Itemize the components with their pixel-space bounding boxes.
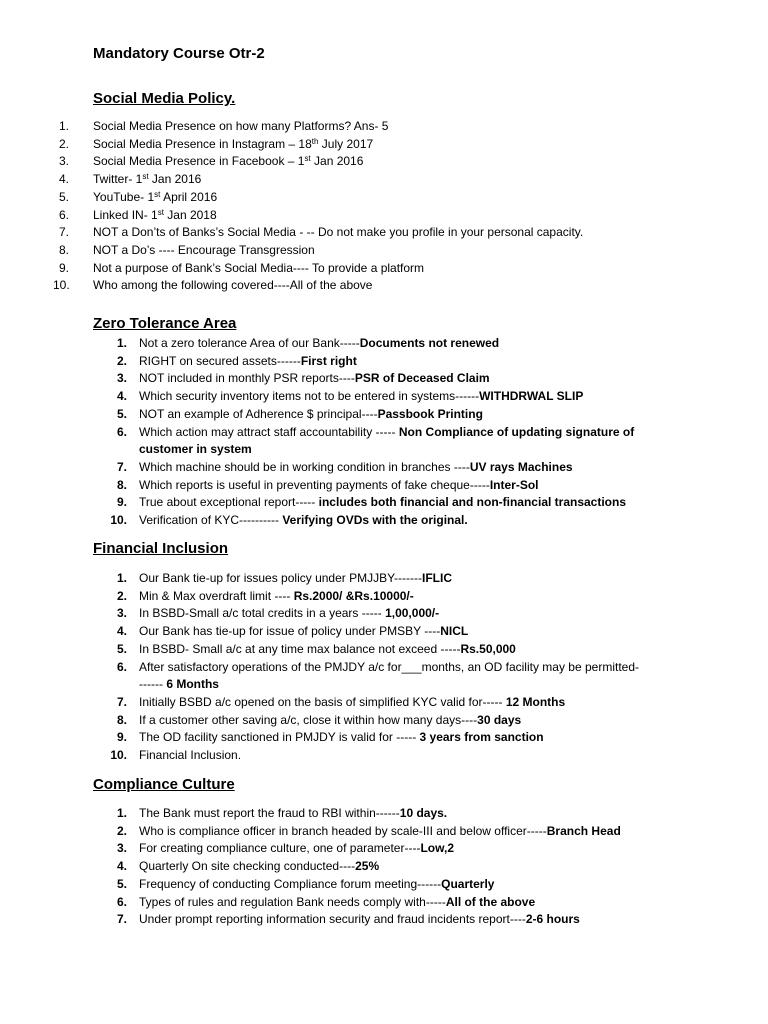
item-question: The Bank must report the fraud to RBI within------ bbox=[139, 806, 400, 820]
item-answer: 10 days. bbox=[399, 806, 448, 820]
item-question: After satisfactory operations of the PMJDY a/c for___months, an OD facility may be permitted- bbox=[139, 659, 639, 674]
item-number: 3. bbox=[116, 371, 127, 386]
item-text: Social Media Presence in Instagram – 18 bbox=[93, 136, 312, 151]
item-number: 7. bbox=[58, 225, 69, 240]
section-title-social-media: Social Media Policy. bbox=[93, 90, 236, 107]
item-text: Social Media Presence on how many Platforms? Ans- 5 bbox=[93, 119, 389, 133]
item-answer: Verifying OVDs with the original. bbox=[282, 513, 468, 528]
item-answer: Non Compliance of updating signature of bbox=[398, 424, 635, 439]
item-number: 4. bbox=[116, 859, 127, 874]
item-number: 10. bbox=[110, 748, 127, 763]
document-title: Mandatory Course Otr-2 bbox=[93, 45, 265, 62]
item-answer: First right bbox=[300, 353, 357, 368]
item-question: Not a zero tolerance Area of our Bank----- bbox=[139, 336, 360, 350]
item-answer: WITHDRWAL SLIP bbox=[479, 389, 584, 404]
item-number: 9. bbox=[116, 495, 127, 510]
list-item bbox=[116, 406, 739, 424]
item-question: NOT an example of Adherence $ principal---- bbox=[139, 406, 378, 421]
item-question: In BSBD- Small a/c at any time max balance not exceed ----- bbox=[139, 641, 461, 656]
list-item bbox=[58, 171, 733, 189]
item-number: 1. bbox=[116, 336, 127, 350]
list-item bbox=[116, 911, 739, 929]
item-superscript: th bbox=[311, 136, 319, 146]
item-answer: 25% bbox=[355, 859, 380, 874]
item-number: 8. bbox=[116, 477, 127, 492]
item-number: 5. bbox=[116, 876, 127, 891]
list-item bbox=[116, 840, 739, 858]
item-question: Our Bank tie-up for issues policy under PMJJBY------- bbox=[139, 571, 422, 585]
item-answer: 3 years from sanction bbox=[419, 730, 544, 745]
item-question: The OD facility sanctioned in PMJDY is valid for ----- bbox=[139, 730, 420, 745]
item-number: 3. bbox=[58, 154, 69, 169]
item-number: 8. bbox=[116, 712, 127, 727]
item-superscript: st bbox=[157, 207, 164, 217]
item-text: Jan 2016 bbox=[148, 172, 202, 187]
item-answer: All of the above bbox=[445, 894, 536, 909]
item-text: Jan 2018 bbox=[163, 207, 217, 222]
item-text: Jan 2016 bbox=[310, 154, 364, 169]
list-item bbox=[116, 858, 739, 876]
item-text: Not a purpose of Bank’s Social Media---- To provide a platform bbox=[93, 260, 425, 275]
list-item bbox=[116, 353, 739, 371]
list-item bbox=[116, 477, 739, 495]
item-number: 9. bbox=[58, 260, 69, 275]
item-question: In BSBD-Small a/c total credits in a years ----- bbox=[139, 606, 386, 621]
item-question: Which security inventory items not to be entered in systems------ bbox=[139, 389, 480, 404]
section-title-compliance-culture: Compliance Culture bbox=[93, 776, 235, 793]
item-number: 3. bbox=[116, 841, 127, 856]
item-answer: Branch Head bbox=[546, 823, 621, 838]
list-item bbox=[116, 894, 739, 912]
item-text: July 2017 bbox=[318, 136, 374, 151]
item-superscript: st bbox=[304, 154, 311, 164]
item-number: 6. bbox=[116, 894, 127, 909]
item-number: 1. bbox=[116, 806, 127, 820]
list-item bbox=[58, 189, 733, 207]
list-item bbox=[116, 694, 739, 712]
list-item bbox=[116, 659, 739, 694]
item-question: Quarterly On site checking conducted---- bbox=[139, 859, 356, 874]
list-item bbox=[58, 242, 733, 260]
list-item bbox=[58, 207, 733, 225]
item-text: Twitter- 1 bbox=[93, 172, 143, 187]
item-answer: 6 Months bbox=[166, 677, 219, 692]
item-number: 2. bbox=[116, 353, 127, 368]
item-question: If a customer other saving a/c, close it within how many days---- bbox=[139, 712, 478, 727]
item-answer: Rs.2000/ &Rs.10000/- bbox=[293, 588, 414, 603]
item-number: 7. bbox=[116, 459, 127, 474]
item-answer: Passbook Printing bbox=[377, 406, 483, 421]
item-answer: 2-6 hours bbox=[525, 912, 580, 927]
list-item bbox=[53, 277, 733, 295]
list-item bbox=[116, 494, 739, 512]
item-answer: includes both financial and non-financial transactions bbox=[318, 495, 627, 510]
item-answer: 1,00,000/- bbox=[385, 606, 440, 621]
item-superscript: st bbox=[142, 172, 149, 182]
item-question: Which action may attract staff accountability ----- bbox=[139, 424, 399, 439]
item-number: 2. bbox=[116, 823, 127, 838]
item-question: Initially BSBD a/c opened on the basis of simplified KYC valid for----- bbox=[139, 694, 506, 709]
item-question: Under prompt reporting information security and fraud incidents report---- bbox=[139, 912, 526, 927]
list-item bbox=[116, 623, 739, 641]
item-question: Verification of KYC---------- bbox=[139, 513, 283, 528]
list-item bbox=[58, 118, 733, 136]
list-item bbox=[116, 605, 739, 623]
item-question: ------ bbox=[139, 677, 167, 692]
item-number: 5. bbox=[116, 406, 127, 421]
compliance-culture-list bbox=[116, 805, 739, 929]
item-answer: Rs.50,000 bbox=[460, 641, 516, 656]
item-number: 1. bbox=[58, 119, 69, 133]
item-text: Linked IN- 1 bbox=[93, 207, 158, 222]
item-number: 4. bbox=[116, 389, 127, 404]
item-text: April 2016 bbox=[160, 189, 218, 204]
item-answer: Inter-Sol bbox=[489, 477, 539, 492]
list-item bbox=[116, 876, 739, 894]
item-number: 7. bbox=[116, 694, 127, 709]
list-item bbox=[116, 641, 739, 659]
list-item bbox=[116, 459, 739, 477]
item-number: 2. bbox=[58, 136, 69, 151]
item-number: 6. bbox=[116, 659, 127, 674]
item-number: 3. bbox=[116, 606, 127, 621]
item-number: 1. bbox=[116, 571, 127, 585]
list-item bbox=[116, 424, 739, 459]
item-answer: Quarterly bbox=[441, 876, 495, 891]
item-question: NOT included in monthly PSR reports---- bbox=[139, 371, 355, 386]
list-item bbox=[116, 335, 739, 353]
item-question: Which reports is useful in preventing payments of fake cheque----- bbox=[139, 477, 490, 492]
item-question: Who is compliance officer in branch headed by scale-III and below officer----- bbox=[139, 823, 547, 838]
item-superscript: st bbox=[154, 189, 161, 199]
item-number: 10. bbox=[53, 278, 70, 293]
item-number: 6. bbox=[116, 424, 127, 439]
item-question: True about exceptional report----- bbox=[139, 495, 319, 510]
item-number: 8. bbox=[58, 242, 69, 257]
item-number: 7. bbox=[116, 912, 127, 927]
item-number: 10. bbox=[110, 513, 127, 528]
financial-inclusion-list bbox=[110, 570, 739, 765]
list-item bbox=[110, 747, 739, 765]
item-text: YouTube- 1 bbox=[93, 189, 155, 204]
item-question: Frequency of conducting Compliance forum meeting------ bbox=[139, 876, 442, 891]
item-question: Our Bank has tie-up for issue of policy under PMSBY ---- bbox=[139, 624, 441, 639]
list-item bbox=[58, 136, 733, 154]
item-text: NOT a Don’ts of Banks’s Social Media - -- Do not make you profile in your personal capacity. bbox=[93, 225, 584, 240]
item-answer: PSR of Deceased Claim bbox=[354, 371, 490, 386]
item-question: For creating compliance culture, one of parameter---- bbox=[139, 841, 421, 856]
item-answer: 30 days bbox=[477, 712, 522, 727]
item-number: 4. bbox=[58, 172, 69, 187]
item-answer: NICL bbox=[440, 624, 469, 639]
item-question: RIGHT on secured assets------ bbox=[139, 353, 301, 368]
list-item bbox=[116, 588, 739, 606]
list-item bbox=[58, 153, 733, 171]
item-question: Which machine should be in working condition in branches ---- bbox=[139, 459, 470, 474]
list-item bbox=[110, 512, 739, 530]
item-question: Types of rules and regulation Bank needs comply with----- bbox=[139, 894, 446, 909]
list-item bbox=[116, 370, 739, 388]
item-answer: customer in system bbox=[139, 442, 252, 457]
item-text: Who among the following covered----All of the above bbox=[93, 278, 373, 293]
item-number: 9. bbox=[116, 730, 127, 745]
list-item bbox=[58, 260, 733, 278]
list-item bbox=[116, 823, 739, 841]
item-number: 6. bbox=[58, 207, 69, 222]
section-title-zero-tolerance: Zero Tolerance Area bbox=[93, 315, 237, 332]
list-item bbox=[116, 570, 739, 588]
item-answer: 12 Months bbox=[505, 694, 566, 709]
item-number: 5. bbox=[116, 641, 127, 656]
item-number: 2. bbox=[116, 588, 127, 603]
list-item bbox=[116, 712, 739, 730]
list-item bbox=[116, 388, 739, 406]
zero-tolerance-list bbox=[110, 335, 739, 530]
item-number: 5. bbox=[58, 189, 69, 204]
item-number: 4. bbox=[116, 624, 127, 639]
list-item bbox=[58, 224, 733, 242]
item-answer: Low,2 bbox=[420, 841, 455, 856]
item-question: Min & Max overdraft limit ---- bbox=[139, 588, 294, 603]
item-answer: Documents not renewed bbox=[359, 336, 500, 350]
item-answer: IFLIC bbox=[421, 571, 452, 585]
social-media-list bbox=[53, 118, 733, 295]
item-question: Financial Inclusion. bbox=[139, 748, 242, 763]
item-text: NOT a Do’s ---- Encourage Transgression bbox=[93, 242, 315, 257]
item-answer: UV rays Machines bbox=[469, 459, 573, 474]
list-item bbox=[116, 729, 739, 747]
item-text: Social Media Presence in Facebook – 1 bbox=[93, 154, 305, 169]
list-item bbox=[116, 805, 739, 823]
section-title-financial-inclusion: Financial Inclusion bbox=[93, 540, 229, 557]
